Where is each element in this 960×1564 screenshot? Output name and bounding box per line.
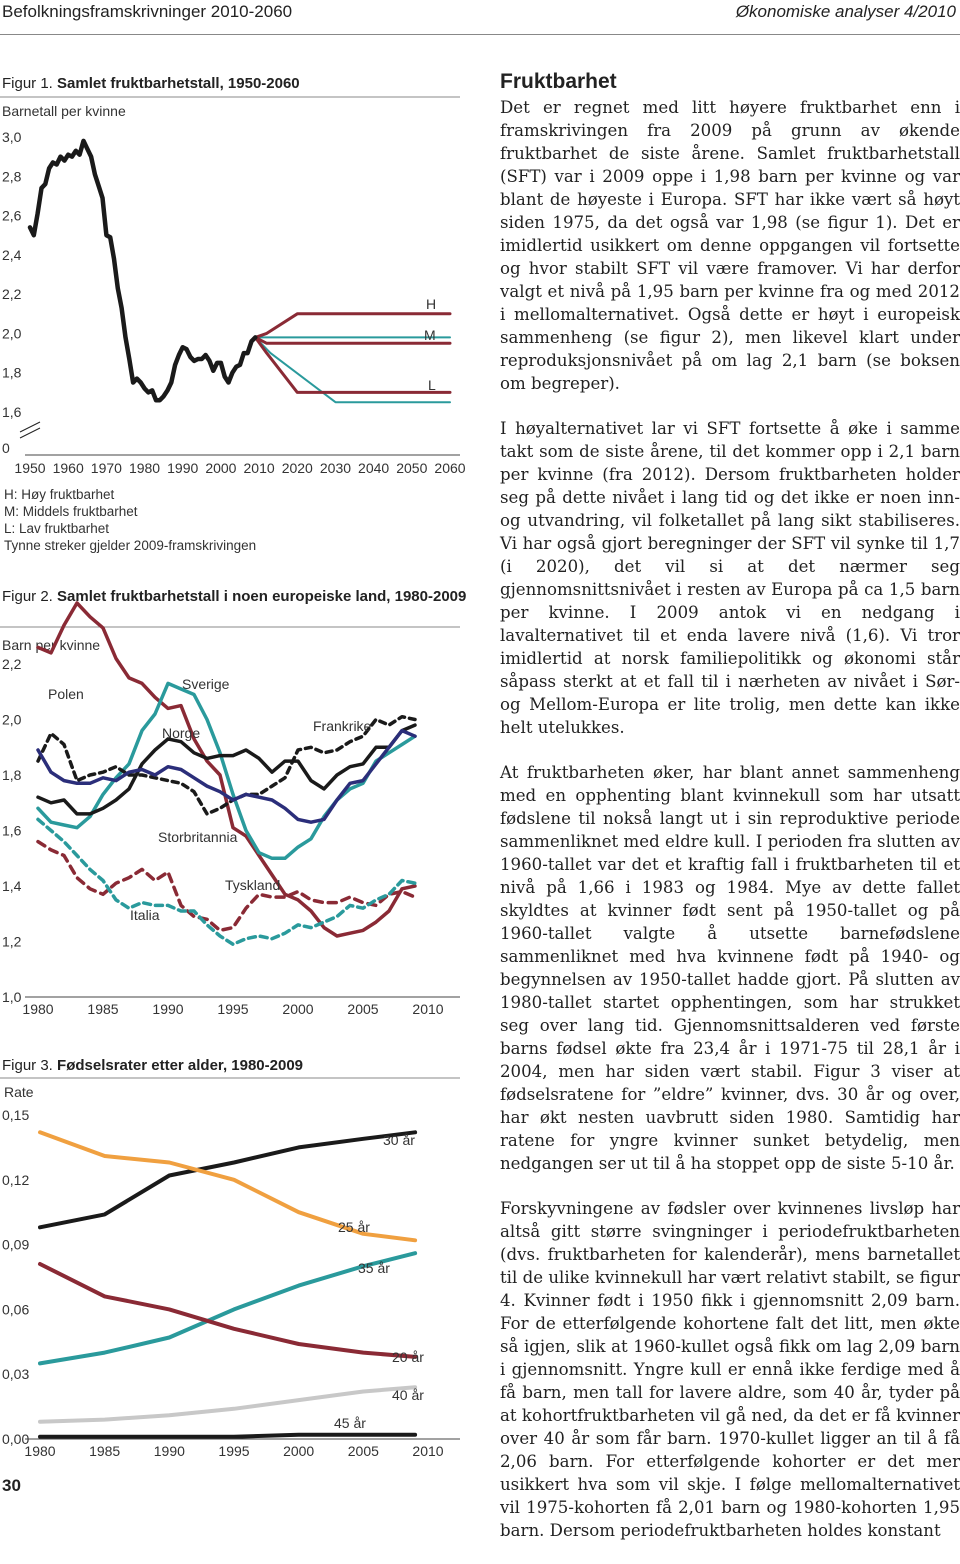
figure-1-label-m: M [424, 327, 436, 343]
figure-1-label-h: H [426, 296, 437, 312]
y-tick-label: 0,09 [2, 1236, 30, 1253]
figure-1-historic-line [30, 141, 255, 400]
figure-1-note-h: H: Høy fruktbarhet [4, 487, 115, 502]
y-tick-label: 2,4 [2, 246, 22, 263]
x-tick-label: 1970 [90, 460, 122, 476]
figure-3-y-title: Rate [4, 1084, 34, 1100]
figure-3-label-45: 45 år [334, 1415, 366, 1431]
paragraph: I høyalternativet lar vi SFT fortsette å øke i samme takt som de siste årene, til det kommer opp i 2,1 barn per kvinne (fra 2012). Dersom fruktbarheten holder seg på dette nivået i lang tid og det ikke er noen inn- og utvandring, vil folketallet på lang sikt stabiliseres. Vi har også gjort beregninger der SFT vil synke til 1,7 (i 2020), det vil si at det nærmer seg gjennomsnittsnivået i resten av Europa på ca 1,5 barn per kvinne. I 2009 antok vi en nedgang i lavalternativet til et enda lavere nivå (1,6). Vi tror imidlertid at norsk familiepolitikk og økonomi står såpass sterkt at et fall til i nærheten av nivået i Sør- og Mellom-Europa er lite trolig, men dette kan ikke helt utelukkes. [500, 419, 960, 737]
paragraph: Det er regnet med litt høyere fruktbarhet enn i framskrivingen fra 2009 på grunn av økende fruktbarhet de siste årene. Samlet fruktbarhetstall (SFT) var i 2009 oppe i 1,98 barn per kvinne og var blant de høyeste i Europa. SFT har ikke vært så høyt siden 1975, da det også var 1,98 (se figur 1). Det er imidlertid usikkert om denne oppgangen vil fortsette og hvor stabilt SFT vil være framover. Vi har derfor valgt et nivå på 1,95 barn per kvinne fra og med 2012 i mellomalternativet. Også dette er høyt i europeisk sammenheng (se figur 2), men likevel klart under reproduksjonsnivået på om lag 2,1 barn (se boksen om begreper). [500, 98, 960, 393]
y-tick-label: 0,00 [2, 1431, 30, 1447]
paragraph: At fruktbarheten øker, har blant annet sammenheng med en opphenting blant kvinnekull som har utsatt fødslene til nokså langt ut i sin reproduktive periode sammenliknet med eldre kull. I perioden fra slutten av 1960-tallet var det et kraftig fall i fruktbarheten til et nivå på 1,66 i 1983 og 1984. Mye av dette fallet skyldtes at kvinner født sent på 1950-tallet og på 1960-tallet valgte å utsette barnefødslene sammenliknet med hva kvinnene født på 1940- og begynnelsen av 1950-tallet hadde gjort. På slutten av 1980-tallet startet opphentingen, som har strukket seg over lang tid. Gjennomsnittsalderen ved første barns fødsel økte fra 23,4 år i 1971-75 til 28,1 år i 2004, men har siden vært stabil. Figur 3 viser at fødselsratene for ”eldre” kvinner, dvs. 30 år og over, har økt nesten uavbrutt siden 1980. Samtidig har ratene for yngre kvinner sunket betydelig, men nedgangen ser ut til å ha stoppet opp de siste 5-10 år. [500, 763, 960, 1173]
figure-1-note-thin: Tynne streker gjelder 2009-framskrivingen [4, 538, 257, 553]
figure-2-label-norge: Norge [162, 725, 201, 741]
x-tick-label: 2000 [205, 460, 237, 476]
figure-3-label-30: 30 år [383, 1132, 415, 1148]
x-tick-label: 1985 [89, 1443, 121, 1459]
y-tick-label: 1,8 [2, 364, 22, 381]
figure-3-caption: Figur 3. Fødselsrater etter alder, 1980-2009 [2, 1057, 304, 1074]
x-tick-label: 1990 [167, 460, 199, 476]
x-tick-label: 2010 [243, 460, 275, 476]
x-tick-label: 1950 [14, 460, 46, 476]
x-tick-label: 2010 [412, 1443, 444, 1459]
y-tick-label: 2,0 [2, 711, 22, 728]
x-tick-label: 2030 [319, 460, 352, 476]
figure-2-x-ticks [22, 1001, 443, 1017]
paragraph: Forskyvningene av fødsler over kvinnenes livsløp har altså gitt større svingninger i periodefruktbarheten (dvs. fruktbarheten for kalenderår), mens barnetallet til de ulike kvinnekull har vært relativt stabilt, se figur 4. Kvinner født i 1950 fikk i gjennomsnitt 2,09 barn. For de etterfølgende kohortene falt det litt, men økte så igjen, slik at 1960-kullet også fikk om lag 2,09 barn i gjennomsnitt. Yngre kull er ennå ikke ferdige med å få barn, men tall for lavere aldre, som 40 år, tyder på at kohortfruktbarheten vil gå ned, da det er få kvinner over 40 år som får barn. 1970-kullet ligger an til å få 2,06 barn. For etterfølgende kohorter er det mer usikkert hva som vil skje. I følge mellomalternativet vil 1975-kohorten få 2,01 barn og 1980-kohorten 1,95 barn. Dersom periodefruktbarheten holdes konstant [500, 1199, 960, 1540]
y-tick-label: 1,0 [2, 989, 22, 1005]
x-tick-label: 1985 [87, 1001, 119, 1017]
y-tick-label: 1,6 [2, 822, 22, 839]
figure-2-label-sverige: Sverige [182, 676, 230, 692]
x-tick-label: 2020 [281, 460, 313, 476]
x-tick-label: 2010 [412, 1001, 444, 1017]
y-tick-label: 2,0 [2, 325, 22, 342]
figure-3-label-20: 20 år [392, 1349, 424, 1365]
page-number: 30 [2, 1476, 21, 1495]
y-tick-label: 2,2 [2, 286, 22, 303]
y-tick-label: 0,06 [2, 1301, 30, 1318]
figure-3-line-45 [40, 1435, 415, 1437]
figure-2-caption: Figur 2. Samlet fruktbarhetstall i noen europeiske land, 1980-2009 [2, 588, 467, 605]
y-tick-label: 2,8 [2, 168, 22, 185]
figure-1-line-h [255, 314, 450, 338]
y-tick-label: 3,0 [2, 129, 22, 145]
figure-3-label-35: 35 år [358, 1260, 390, 1276]
y-tick-label: 1,8 [2, 767, 22, 783]
figure-1-note-l: L: Lav fruktbarhet [4, 521, 110, 536]
figure-2-y-ticks [2, 656, 22, 1005]
figure-3-label-40: 40 år [392, 1387, 424, 1403]
y-tick-label: 2,6 [2, 207, 22, 224]
y-tick-label: 2,2 [2, 656, 22, 672]
figure-2-label-italia: Italia [130, 907, 160, 923]
y-tick-label: 0,12 [2, 1171, 30, 1188]
x-tick-label: 2000 [282, 1001, 314, 1017]
x-tick-label: 2000 [283, 1443, 315, 1459]
figure-1-axis-break [20, 422, 40, 432]
x-tick-label: 1990 [153, 1443, 185, 1459]
figure-1-series [30, 141, 450, 402]
figure-1-x-ticks [14, 460, 465, 476]
figure-2-label-tyskland: Tyskland [225, 877, 281, 893]
x-tick-label: 1980 [24, 1443, 56, 1459]
x-tick-label: 2040 [358, 460, 390, 476]
y-tick-label: 1,6 [2, 404, 22, 420]
x-tick-label: 1995 [218, 1443, 250, 1459]
figures-svg [0, 60, 470, 1460]
figure-3-y-ticks [2, 1107, 29, 1447]
x-tick-label: 1980 [128, 460, 161, 476]
y-tick-label: 0,15 [2, 1107, 30, 1123]
x-tick-label: 1980 [22, 1001, 54, 1017]
x-tick-label: 2050 [396, 460, 428, 476]
figure-2-y-title: Barn per kvinne [2, 637, 101, 653]
figure-1-caption: Figur 1. Samlet fruktbarhetstall, 1950-2060 [2, 75, 300, 92]
journal-issue: Økonomiske analyser 4/2010 [735, 2, 956, 21]
x-tick-label: 1995 [217, 1001, 249, 1017]
publication-title: Befolkningsframskrivninger 2010-2060 [2, 2, 293, 21]
body-text-column [500, 70, 960, 1564]
x-tick-label: 1960 [52, 460, 84, 476]
figures-column [0, 60, 470, 1460]
figure-2-label-frankrike: Frankrike [313, 718, 372, 734]
figure-2-label-polen: Polen [48, 686, 84, 702]
y-tick-label: 0 [2, 440, 10, 456]
x-tick-label: 2005 [347, 1443, 379, 1459]
y-tick-label: 1,2 [2, 933, 22, 950]
x-tick-label: 2005 [347, 1001, 379, 1017]
x-tick-label: 1990 [152, 1001, 184, 1017]
figure-1-axis-break [20, 428, 40, 438]
figure-2 [0, 588, 466, 1017]
figure-1-label-l: L [428, 377, 436, 393]
figure-2-series [38, 603, 415, 944]
figure-3-label-25: 25 år [338, 1219, 370, 1235]
figure-2-label-storbritannia: Storbritannia [158, 829, 238, 845]
figure-3-x-ticks [24, 1443, 443, 1459]
x-tick-label: 2060 [434, 460, 466, 476]
header-rule [0, 34, 960, 35]
figure-3 [0, 1057, 460, 1459]
y-tick-label: 0,03 [2, 1366, 30, 1383]
figure-1-note-m: M: Middels fruktbarhet [4, 504, 138, 519]
running-header [0, 0, 960, 28]
figure-1-y-title: Barnetall per kvinne [2, 103, 126, 119]
figure-3-series [40, 1132, 415, 1437]
figure-1-y-ticks [2, 129, 22, 456]
y-tick-label: 1,4 [2, 878, 22, 894]
section-heading: Fruktbarhet [500, 70, 617, 93]
figure-1 [0, 75, 466, 553]
